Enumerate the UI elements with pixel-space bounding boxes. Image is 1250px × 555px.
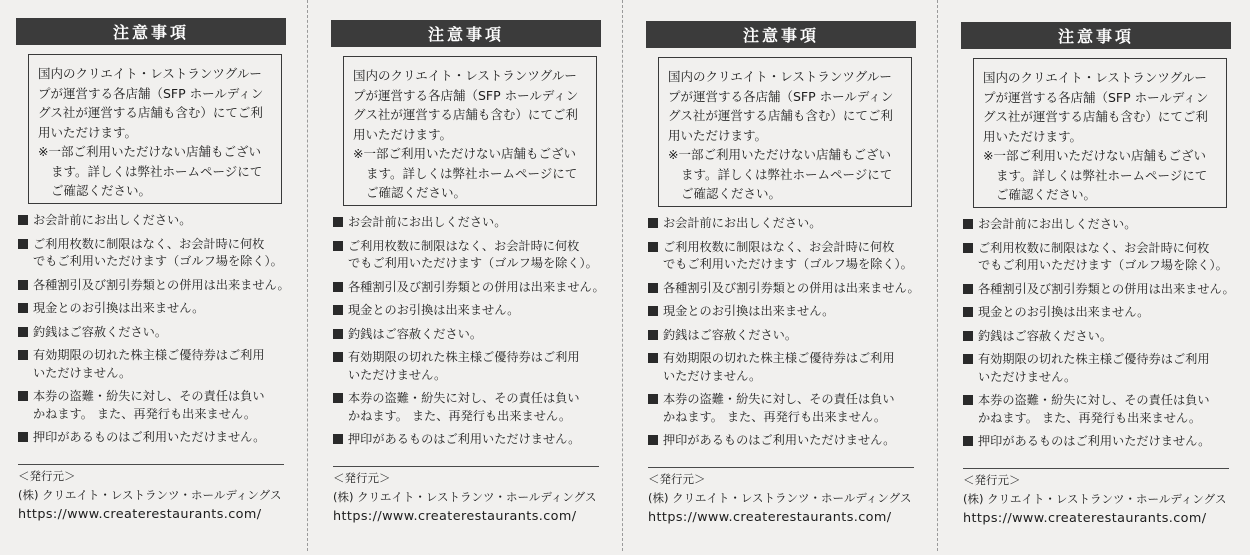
issuer-block: [333, 469, 613, 526]
rule-item: [18, 324, 298, 342]
issuer-company: (株) クリエイト・レストランツ・ホールディングス: [18, 488, 282, 502]
square-bullet-icon: [648, 306, 658, 316]
notice-box: [343, 56, 597, 206]
rule-text: 押印があるものはご利用いただけません。: [33, 430, 266, 444]
square-bullet-icon: [333, 434, 343, 444]
rule-item: [333, 349, 613, 384]
divider: [18, 464, 284, 465]
rule-item: [963, 216, 1243, 234]
rule-item: [18, 300, 298, 318]
rule-item: [648, 432, 928, 450]
rule-text: ご利用枚数に制限はなく、お会計時に何枚 でもご利用いただけます（ゴルフ場を除く）。: [348, 238, 598, 270]
rule-item: [648, 350, 928, 385]
notice-note: ※一部ご利用いただけない店舗もございます。詳しくは弊社ホームページにてご確認ください。: [983, 148, 1208, 202]
voucher-panel: [646, 3, 936, 554]
square-bullet-icon: [18, 432, 28, 442]
rule-item: [648, 215, 928, 233]
voucher-panel: [16, 0, 306, 551]
square-bullet-icon: [333, 329, 343, 339]
rule-text: 釣銭はご容赦ください。: [663, 327, 798, 342]
square-bullet-icon: [963, 284, 973, 294]
rule-item: [963, 328, 1243, 346]
square-bullet-icon: [963, 219, 973, 229]
issuer-company: (株) クリエイト・レストランツ・ホールディングス: [333, 490, 597, 504]
voucher-panel: [331, 2, 621, 553]
square-bullet-icon: [963, 395, 973, 405]
rule-text: 現金とのお引換は出来ません。: [663, 304, 835, 318]
notice-note: ※一部ご利用いただけない店舗もございます。詳しくは弊社ホームページにてご確認ください。: [668, 147, 893, 201]
rule-text: 押印があるものはご利用いただけません。: [978, 434, 1211, 448]
square-bullet-icon: [18, 303, 28, 313]
rule-item: [648, 280, 928, 298]
rule-item: [963, 433, 1243, 451]
rule-item: [648, 303, 928, 321]
notice-header: 注意事項: [16, 18, 286, 45]
rule-item: [18, 212, 298, 230]
issuer-company: (株) クリエイト・レストランツ・ホールディングス: [648, 491, 912, 505]
notice-header: 注意事項: [331, 20, 601, 47]
rule-text: 本券の盗難・紛失に対し、その責任は負い かねます。 また、再発行も出来ません。: [978, 393, 1210, 425]
issuer-label: ＜発行元＞: [963, 473, 1021, 487]
rule-text: 押印があるものはご利用いただけません。: [348, 432, 581, 446]
rule-text: ご利用枚数に制限はなく、お会計時に何枚 でもご利用いただけます（ゴルフ場を除く）。: [978, 240, 1228, 272]
square-bullet-icon: [18, 239, 28, 249]
rule-item: [18, 429, 298, 447]
issuer-label: ＜発行元＞: [648, 472, 706, 486]
square-bullet-icon: [18, 391, 28, 401]
notice-note: ※一部ご利用いただけない店舗もございます。詳しくは弊社ホームページにてご確認ください。: [353, 146, 578, 200]
rule-item: [333, 326, 613, 344]
rule-text: お会計前にお出しください。: [348, 215, 507, 229]
rule-text: 現金とのお引換は出来ません。: [33, 301, 205, 315]
rule-item: [333, 431, 613, 449]
square-bullet-icon: [963, 436, 973, 446]
square-bullet-icon: [333, 393, 343, 403]
divider: [648, 467, 914, 468]
rule-text: 各種割引及び割引券類との併用は出来ません。: [348, 279, 605, 294]
rule-text: 各種割引及び割引券類との併用は出来ません。: [978, 281, 1235, 296]
issuer-url: https://www.createrestaurants.com/: [333, 509, 577, 524]
rule-item: [333, 214, 613, 232]
rule-item: [963, 351, 1243, 386]
rule-text: 各種割引及び割引券類との併用は出来ません。: [33, 277, 290, 292]
rule-item: [648, 327, 928, 345]
rule-text: ご利用枚数に制限はなく、お会計時に何枚 でもご利用いただけます（ゴルフ場を除く）。: [663, 239, 913, 271]
rule-item: [18, 277, 298, 295]
square-bullet-icon: [333, 305, 343, 315]
square-bullet-icon: [648, 330, 658, 340]
issuer-company: (株) クリエイト・レストランツ・ホールディングス: [963, 492, 1227, 506]
rule-text: 釣銭はご容赦ください。: [33, 324, 168, 339]
square-bullet-icon: [18, 350, 28, 360]
rules-list: [963, 216, 1243, 457]
rule-item: [333, 238, 613, 273]
rule-text: ご利用枚数に制限はなく、お会計時に何枚 でもご利用いただけます（ゴルフ場を除く）。: [33, 236, 283, 268]
rule-text: お会計前にお出しください。: [978, 217, 1137, 231]
rule-text: 現金とのお引換は出来ません。: [978, 305, 1150, 319]
notice-box: [28, 54, 282, 204]
rule-item: [18, 388, 298, 423]
rule-text: 有効期限の切れた株主様ご優待券はご利用 いただけません。: [33, 348, 265, 380]
square-bullet-icon: [18, 327, 28, 337]
rule-item: [963, 392, 1243, 427]
square-bullet-icon: [963, 354, 973, 364]
divider: [963, 468, 1229, 469]
square-bullet-icon: [648, 353, 658, 363]
rules-list: [333, 214, 613, 455]
rule-text: 有効期限の切れた株主様ご優待券はご利用 いただけません。: [978, 352, 1210, 384]
issuer-url: https://www.createrestaurants.com/: [648, 510, 892, 525]
rule-item: [648, 239, 928, 274]
perforation-line: [937, 0, 938, 551]
rule-text: 本券の盗難・紛失に対し、その責任は負い かねます。 また、再発行も出来ません。: [33, 389, 265, 421]
rule-item: [963, 240, 1243, 275]
issuer-block: [18, 467, 298, 524]
rule-item: [963, 281, 1243, 299]
rule-text: お会計前にお出しください。: [33, 213, 192, 227]
issuer-block: [963, 471, 1243, 528]
rule-text: 釣銭はご容赦ください。: [348, 326, 483, 341]
square-bullet-icon: [18, 215, 28, 225]
issuer-block: [648, 470, 928, 527]
rules-list: [648, 215, 928, 456]
issuer-label: ＜発行元＞: [333, 471, 391, 485]
notice-header: 注意事項: [961, 22, 1231, 49]
square-bullet-icon: [963, 331, 973, 341]
voucher-panel: [961, 4, 1250, 555]
square-bullet-icon: [333, 241, 343, 251]
rule-text: 有効期限の切れた株主様ご優待券はご利用 いただけません。: [663, 351, 895, 383]
perforation-line: [622, 0, 623, 551]
square-bullet-icon: [18, 280, 28, 290]
notice-note: ※一部ご利用いただけない店舗もございます。詳しくは弊社ホームページにてご確認ください。: [38, 144, 263, 198]
issuer-url: https://www.createrestaurants.com/: [963, 511, 1207, 526]
rule-text: 押印があるものはご利用いただけません。: [663, 433, 896, 447]
divider: [333, 466, 599, 467]
notice-body: 国内のクリエイト・レストランツグループが運営する各店舗（SFP ホールディングス社が運営する店舗も含む）にてご利用いただけます。: [38, 66, 264, 140]
rule-text: 有効期限の切れた株主様ご優待券はご利用 いただけません。: [348, 350, 580, 382]
rule-item: [333, 390, 613, 425]
rule-text: 本券の盗難・紛失に対し、その責任は負い かねます。 また、再発行も出来ません。: [663, 392, 895, 424]
square-bullet-icon: [648, 394, 658, 404]
rule-text: 現金とのお引換は出来ません。: [348, 303, 520, 317]
issuer-url: https://www.createrestaurants.com/: [18, 507, 262, 522]
rule-text: 各種割引及び割引券類との併用は出来ません。: [663, 280, 920, 295]
notice-box: [658, 57, 912, 207]
square-bullet-icon: [333, 282, 343, 292]
rule-item: [963, 304, 1243, 322]
square-bullet-icon: [648, 242, 658, 252]
notice-body: 国内のクリエイト・レストランツグループが運営する各店舗（SFP ホールディングス社が運営する店舗も含む）にてご利用いただけます。: [353, 68, 579, 142]
square-bullet-icon: [648, 218, 658, 228]
square-bullet-icon: [963, 307, 973, 317]
rule-item: [18, 347, 298, 382]
rule-text: お会計前にお出しください。: [663, 216, 822, 230]
issuer-label: ＜発行元＞: [18, 469, 76, 483]
rule-item: [333, 279, 613, 297]
rule-text: 本券の盗難・紛失に対し、その責任は負い かねます。 また、再発行も出来ません。: [348, 391, 580, 423]
notice-box: [973, 58, 1227, 208]
square-bullet-icon: [648, 283, 658, 293]
notice-body: 国内のクリエイト・レストランツグループが運営する各店舗（SFP ホールディングス社が運営する店舗も含む）にてご利用いただけます。: [668, 69, 894, 143]
rule-text: 釣銭はご容赦ください。: [978, 328, 1113, 343]
square-bullet-icon: [333, 352, 343, 362]
rules-list: [18, 212, 298, 453]
square-bullet-icon: [963, 243, 973, 253]
rule-item: [18, 236, 298, 271]
perforation-line: [307, 0, 308, 551]
rule-item: [333, 302, 613, 320]
notice-body: 国内のクリエイト・レストランツグループが運営する各店舗（SFP ホールディングス社が運営する店舗も含む）にてご利用いただけます。: [983, 70, 1209, 144]
notice-header: 注意事項: [646, 21, 916, 48]
rule-item: [648, 391, 928, 426]
square-bullet-icon: [333, 217, 343, 227]
square-bullet-icon: [648, 435, 658, 445]
